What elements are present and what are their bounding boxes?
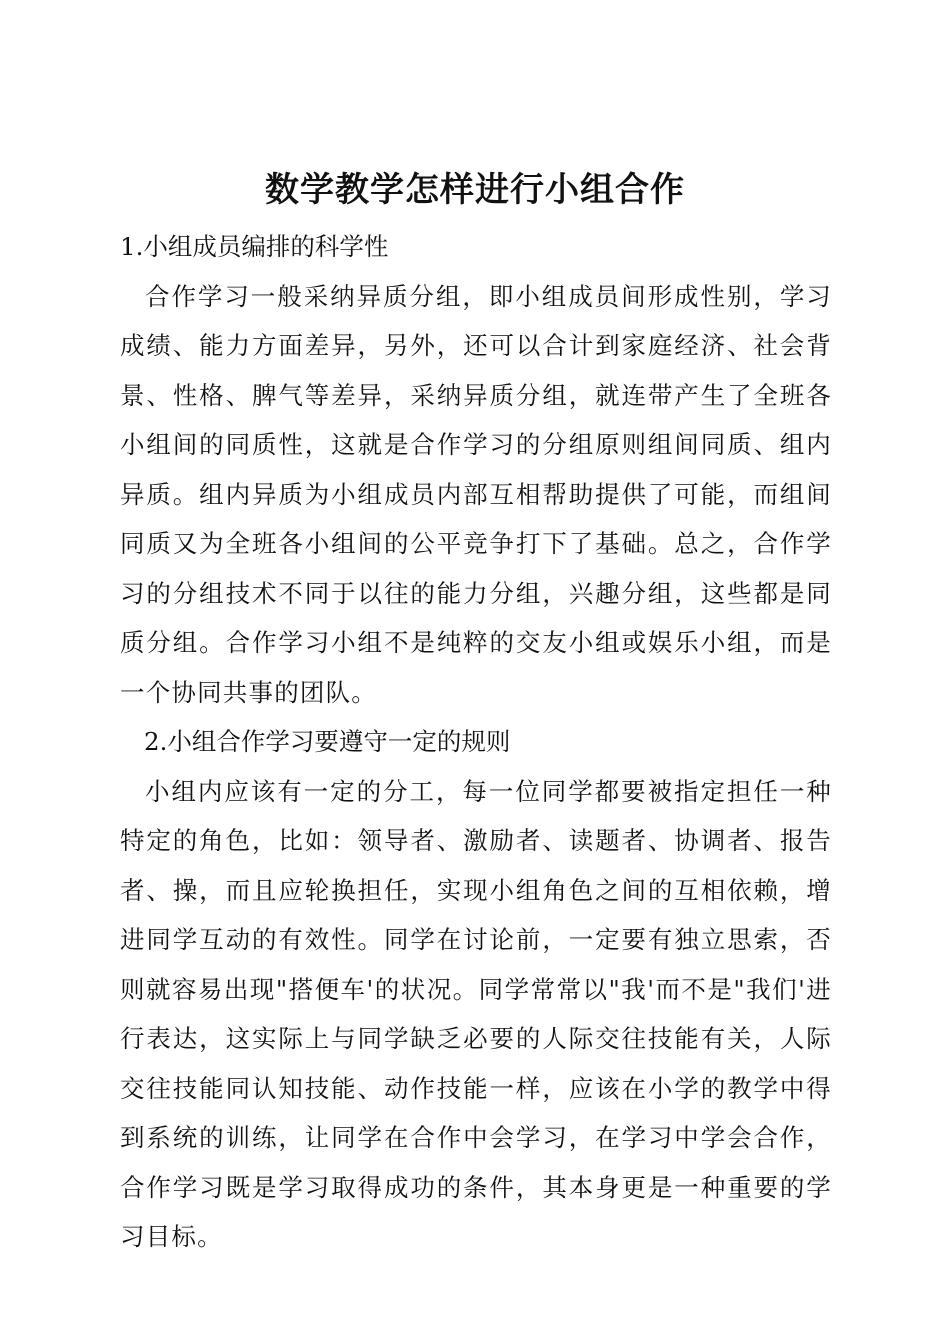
section-paragraph-1: 合作学习一般采纳异质分组，即小组成员间形成性别，学习成绩、能力方面差异，另外，还可以合计到家庭经济、社会背景、性格、脾气等差异，采纳异质分组，就连带产生了全班各小组间的同质性，这就是合作学习的分组原则组间同质、组内异质。组内异质为小组成员内部互相帮助提供了可能，而组间同质又为全班各小组间的公平竞争打下了基础。总之，合作学习的分组技术不同于以往的能力分组，兴趣分组，这些都是同质分组。合作学习小组不是纯粹的交友小组或娱乐小组，而是一个协同共事的团队。: [120, 281, 832, 707]
section-paragraph-2: 小组内应该有一定的分工，每一位同学都要被指定担任一种特定的角色，比如：领导者、激励者、读题者、协调者、报告者、操，而且应轮换担任，实现小组角色之间的互相依赖，增进同学互动的有效性。同学在讨论前，一定要有独立思索，否则就容易出现"搭便车'的状况。同学常常以"我'而不是"我们'进行表达，这实际上与同学缺乏必要的人际交往技能有关，人际交往技能同认知技能、动作技能一样，应该在小学的教学中得到系统的训练，让同学在合作中会学习，在学习中学会合作，合作学习既是学习取得成功的条件，其本身更是一种重要的学习目标。: [120, 776, 832, 1251]
page-title: 数学教学怎样进行小组合作: [265, 169, 685, 210]
document-body: [120, 222, 832, 1262]
section-heading-1: 1.小组成员编排的科学性: [120, 232, 389, 261]
section-heading-2: 2.小组合作学习要遵守一定的规则: [144, 727, 511, 756]
